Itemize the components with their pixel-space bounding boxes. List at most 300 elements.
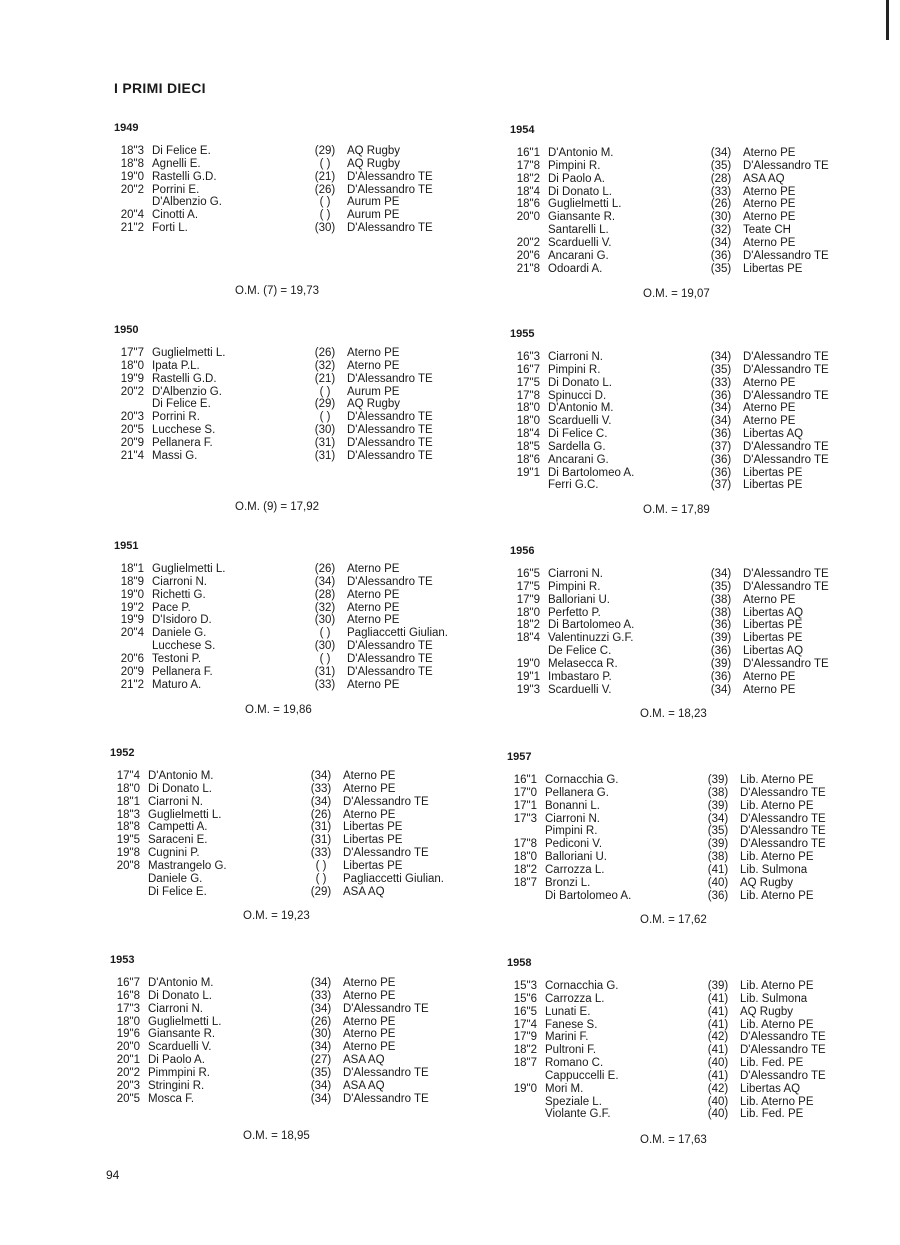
athlete-name: Di Felice E. — [148, 885, 207, 898]
result-row — [507, 1019, 887, 1032]
result-row — [114, 184, 494, 197]
year-block — [510, 124, 890, 275]
club-name: D'Alessandro TE — [343, 795, 429, 808]
result-row — [110, 1016, 490, 1029]
result-row — [114, 347, 494, 360]
birth-year: ( ) — [315, 872, 327, 885]
page-title: I PRIMI DIECI — [114, 80, 206, 96]
athlete-name: Scarduelli V. — [548, 683, 612, 696]
result-row — [114, 386, 494, 399]
athlete-name: Campetti A. — [148, 821, 208, 834]
result-row — [510, 224, 890, 237]
club-name: Aterno PE — [343, 1028, 396, 1041]
athlete-name: Mastrangelo G. — [148, 859, 227, 872]
birth-year: (41) — [707, 863, 729, 876]
club-name: Libertas AQ — [743, 645, 804, 658]
result-row — [114, 171, 494, 184]
result-time: 20"5 — [120, 424, 144, 437]
result-row — [110, 770, 490, 783]
club-name: D'Alessandro TE — [347, 449, 433, 462]
club-name: Libertas PE — [343, 859, 403, 872]
result-row — [114, 411, 494, 424]
birth-year: (41) — [707, 992, 729, 1005]
result-row — [510, 467, 890, 480]
athlete-name: Speziale L. — [545, 1095, 602, 1108]
athlete-name: D'Isidoro D. — [152, 614, 212, 627]
result-time: 18"2 — [513, 863, 537, 876]
athlete-name: Scarduelli V. — [548, 236, 612, 249]
birth-year: (34) — [310, 1002, 332, 1015]
result-row — [110, 834, 490, 847]
athlete-name: Guglielmetti L. — [152, 563, 226, 575]
result-row — [110, 886, 490, 899]
result-row — [114, 640, 494, 653]
result-row — [110, 873, 490, 886]
athlete-name: Di Paolo A. — [548, 172, 605, 185]
club-name: Lib. Aterno PE — [740, 889, 814, 902]
athlete-name: Imbastaro P. — [548, 670, 612, 683]
birth-year: (36) — [710, 645, 732, 658]
club-name: Aterno PE — [343, 770, 396, 782]
result-time: 18"9 — [120, 575, 144, 588]
birth-year: (27) — [310, 1054, 332, 1067]
athlete-name: Massi G. — [152, 449, 198, 462]
birth-year: (31) — [314, 449, 336, 462]
result-row — [110, 1028, 490, 1041]
result-row — [114, 424, 494, 437]
result-time: 18"8 — [120, 157, 144, 170]
club-name: Teate CH — [743, 224, 791, 237]
result-row — [507, 838, 887, 851]
result-row — [507, 1044, 887, 1057]
athlete-name: Scarduelli V. — [548, 415, 612, 428]
birth-year: (31) — [314, 665, 336, 678]
athlete-name: Daniele G. — [152, 627, 207, 640]
result-time: 18"1 — [120, 563, 144, 575]
result-row — [510, 147, 890, 160]
birth-year: (41) — [707, 1018, 729, 1031]
result-time: 19"0 — [120, 170, 144, 183]
result-row — [507, 1031, 887, 1044]
athlete-name: Cappuccelli E. — [545, 1069, 619, 1082]
average-line: O.M. = 18,23 — [640, 708, 707, 720]
year-heading: 1958 — [507, 957, 532, 969]
athlete-name: Bronzi L. — [545, 876, 591, 889]
athlete-name: Violante G.F. — [545, 1108, 611, 1121]
club-name: D'Alessandro TE — [347, 665, 433, 678]
result-time: 20"0 — [516, 211, 540, 224]
result-time: 19"6 — [116, 1028, 140, 1041]
athlete-name: Ipata P.L. — [152, 359, 200, 372]
result-row — [510, 160, 890, 173]
result-time: 20"5 — [116, 1092, 140, 1105]
birth-year: (36) — [710, 619, 732, 632]
club-name: Aterno PE — [347, 678, 400, 691]
athlete-name: Forti L. — [152, 222, 188, 235]
athlete-name: Mori M. — [545, 1082, 584, 1095]
result-row — [114, 450, 494, 463]
club-name: Lib. Fed. PE — [740, 1057, 804, 1070]
club-name: D'Alessandro TE — [743, 453, 829, 466]
club-name: D'Alessandro TE — [743, 580, 829, 593]
result-row — [110, 1080, 490, 1093]
result-time: 20"2 — [116, 1066, 140, 1079]
result-time: 18"1 — [116, 795, 140, 808]
birth-year: (34) — [310, 770, 332, 782]
result-row — [110, 796, 490, 809]
birth-year: (34) — [310, 1041, 332, 1054]
club-name: Lib. Aterno PE — [740, 851, 814, 864]
result-time: 18"2 — [516, 619, 540, 632]
result-row — [507, 825, 887, 838]
result-time: 18"6 — [516, 453, 540, 466]
athlete-name: Di Bartolomeo A. — [548, 619, 635, 632]
result-time: 16"7 — [116, 977, 140, 989]
result-row — [507, 1108, 887, 1121]
average-line: O.M. = 17,89 — [643, 504, 710, 516]
result-time: 19"1 — [516, 466, 540, 479]
club-name: Aterno PE — [743, 670, 796, 683]
athlete-name: Di Bartolomeo A. — [545, 889, 632, 902]
result-row — [114, 589, 494, 602]
birth-year: (37) — [710, 440, 732, 453]
club-name: D'Alessandro TE — [347, 652, 433, 665]
result-time: 20"3 — [116, 1079, 140, 1092]
result-time: 18"2 — [513, 1044, 537, 1057]
result-time: 19"9 — [120, 614, 144, 627]
result-row — [507, 813, 887, 826]
birth-year: (39) — [710, 632, 732, 645]
club-name: Libertas PE — [743, 479, 803, 492]
birth-year: (26) — [310, 808, 332, 821]
birth-year: ( ) — [319, 411, 331, 424]
result-row — [510, 198, 890, 211]
year-heading: 1949 — [114, 122, 139, 134]
birth-year: (21) — [314, 372, 336, 385]
club-name: D'Alessandro TE — [740, 825, 826, 838]
athlete-name: Lucchese S. — [152, 640, 216, 653]
birth-year: (26) — [710, 198, 732, 211]
result-time: 15"6 — [513, 992, 537, 1005]
athlete-name: Saraceni E. — [148, 834, 208, 847]
club-name: Aterno PE — [743, 185, 796, 198]
result-row — [507, 980, 887, 993]
club-name: Aterno PE — [743, 236, 796, 249]
result-row — [510, 568, 890, 581]
athlete-name: Guglielmetti L. — [152, 347, 226, 359]
result-row — [114, 222, 494, 235]
club-name: Aterno PE — [743, 376, 796, 389]
athlete-name: Lunati E. — [545, 1005, 591, 1018]
birth-year: (39) — [710, 657, 732, 670]
result-row — [507, 851, 887, 864]
birth-year: (39) — [707, 774, 729, 786]
athlete-name: Romano C. — [545, 1057, 604, 1070]
result-time: 20"1 — [116, 1054, 140, 1067]
athlete-name: Di Donato L. — [548, 376, 612, 389]
athlete-name: Di Felice E. — [152, 145, 211, 157]
club-name: ASA AQ — [743, 172, 785, 185]
athlete-name: Di Felice C. — [548, 428, 608, 441]
athlete-name: Pellanera F. — [152, 436, 213, 449]
result-time: 18"4 — [516, 428, 540, 441]
result-time: 18"7 — [513, 1057, 537, 1070]
result-row — [507, 800, 887, 813]
birth-year: (26) — [314, 183, 336, 196]
result-time: 19"0 — [513, 1082, 537, 1095]
club-name: Aterno PE — [343, 1015, 396, 1028]
birth-year: (34) — [310, 977, 332, 989]
birth-year: (32) — [314, 359, 336, 372]
athlete-name: Balloriani U. — [548, 593, 610, 606]
result-time: 17"9 — [516, 593, 540, 606]
athlete-name: Pimpini R. — [548, 363, 601, 376]
result-time: 19"0 — [516, 657, 540, 670]
athlete-name: Sardella G. — [548, 440, 606, 453]
club-name: Lib. Sulmona — [740, 863, 808, 876]
result-row — [114, 437, 494, 450]
result-time: 17"4 — [116, 770, 140, 782]
year-heading: 1954 — [510, 124, 535, 136]
athlete-name: Marini F. — [545, 1031, 589, 1044]
club-name: AQ Rugby — [347, 157, 401, 170]
result-time: 21"8 — [516, 262, 540, 275]
result-row — [510, 658, 890, 671]
club-name: Lib. Aterno PE — [740, 1095, 814, 1108]
result-row — [114, 145, 494, 158]
result-time: 17"5 — [516, 580, 540, 593]
birth-year: (34) — [710, 415, 732, 428]
birth-year: (29) — [310, 885, 332, 898]
birth-year: (30) — [314, 614, 336, 627]
result-row — [507, 993, 887, 1006]
athlete-name: Di Donato L. — [148, 989, 212, 1002]
result-time: 18"7 — [513, 876, 537, 889]
birth-year: (41) — [707, 1005, 729, 1018]
year-block — [110, 954, 490, 1105]
athlete-name: Richetti G. — [152, 588, 206, 601]
athlete-name: Di Paolo A. — [148, 1054, 205, 1067]
birth-year: (34) — [710, 402, 732, 415]
result-row — [507, 1083, 887, 1096]
result-time: 18"3 — [120, 145, 144, 157]
birth-year: (34) — [310, 1092, 332, 1105]
club-name: Aterno PE — [347, 563, 400, 575]
birth-year: (36) — [707, 889, 729, 902]
club-name: D'Alessandro TE — [743, 159, 829, 172]
athlete-name: Odoardi A. — [548, 262, 603, 275]
birth-year: (26) — [314, 347, 336, 359]
birth-year: (29) — [314, 398, 336, 411]
birth-year: (34) — [710, 683, 732, 696]
birth-year: (35) — [310, 1066, 332, 1079]
birth-year: (29) — [314, 145, 336, 157]
result-row — [510, 263, 890, 276]
athlete-name: D'Antonio M. — [548, 147, 614, 159]
club-name: Libertas PE — [343, 821, 403, 834]
result-time: 18"0 — [516, 402, 540, 415]
result-row — [510, 581, 890, 594]
result-row — [510, 619, 890, 632]
result-time: 18"2 — [516, 172, 540, 185]
result-time: 16"1 — [513, 774, 537, 786]
athlete-name: Scarduelli V. — [148, 1041, 212, 1054]
result-time: 18"0 — [516, 415, 540, 428]
birth-year: ( ) — [319, 385, 331, 398]
birth-year: (21) — [314, 170, 336, 183]
result-row — [510, 173, 890, 186]
club-name: D'Alessandro TE — [347, 436, 433, 449]
club-name: Aterno PE — [743, 198, 796, 211]
result-row — [510, 454, 890, 467]
birth-year: (28) — [314, 588, 336, 601]
club-name: Aterno PE — [743, 211, 796, 224]
athlete-name: Ancarani G. — [548, 249, 609, 262]
athlete-name: D'Albenzio G. — [152, 196, 222, 209]
club-name: Aurum PE — [347, 196, 400, 209]
result-time: 19"2 — [120, 601, 144, 614]
result-row — [507, 774, 887, 787]
birth-year: (35) — [710, 580, 732, 593]
result-time: 18"0 — [116, 1015, 140, 1028]
club-name: D'Alessandro TE — [740, 838, 826, 851]
result-row — [510, 441, 890, 454]
result-row — [114, 360, 494, 373]
result-time: 20"2 — [120, 385, 144, 398]
result-time: 17"7 — [120, 347, 144, 359]
athlete-name: Ciarroni N. — [545, 812, 600, 825]
club-name: D'Alessandro TE — [740, 812, 826, 825]
club-name: Aterno PE — [343, 989, 396, 1002]
athlete-name: Pimpini R. — [548, 159, 601, 172]
average-line: O.M. (9) = 17,92 — [235, 501, 320, 513]
result-row — [110, 1003, 490, 1016]
athlete-name: Daniele G. — [148, 872, 203, 885]
average-line: O.M. = 19,86 — [245, 704, 312, 716]
result-time: 16"7 — [516, 363, 540, 376]
athlete-name: Ciarroni N. — [148, 795, 203, 808]
result-row — [507, 890, 887, 903]
birth-year: (38) — [710, 593, 732, 606]
result-row — [114, 576, 494, 589]
birth-year: (34) — [310, 1079, 332, 1092]
club-name: Libertas AQ — [740, 1082, 801, 1095]
birth-year: (28) — [710, 172, 732, 185]
birth-year: (36) — [710, 453, 732, 466]
birth-year: (35) — [710, 262, 732, 275]
club-name: D'Alessandro TE — [743, 389, 829, 402]
birth-year: (35) — [710, 159, 732, 172]
athlete-name: Di Felice E. — [152, 398, 211, 411]
result-row — [510, 428, 890, 441]
birth-year: (26) — [310, 1015, 332, 1028]
club-name: D'Alessandro TE — [343, 1092, 429, 1105]
birth-year: (30) — [314, 424, 336, 437]
result-time: 21"4 — [120, 449, 144, 462]
birth-year: (34) — [710, 351, 732, 363]
birth-year: (40) — [707, 876, 729, 889]
result-time: 17"8 — [516, 389, 540, 402]
athlete-name: Pellanera G. — [545, 786, 609, 799]
result-time: 20"9 — [120, 665, 144, 678]
club-name: D'Alessandro TE — [743, 363, 829, 376]
birth-year: (33) — [310, 989, 332, 1002]
result-row — [114, 158, 494, 171]
average-line: O.M. = 19,23 — [243, 910, 310, 922]
club-name: D'Alessandro TE — [347, 372, 433, 385]
birth-year: (33) — [314, 678, 336, 691]
result-row — [510, 402, 890, 415]
birth-year: (36) — [710, 249, 732, 262]
club-name: D'Alessandro TE — [743, 568, 829, 580]
birth-year: (31) — [310, 821, 332, 834]
result-row — [110, 1041, 490, 1054]
club-name: Libertas AQ — [743, 428, 804, 441]
year-block — [110, 747, 490, 898]
athlete-name: D'Antonio M. — [148, 770, 214, 782]
result-time: 18"8 — [116, 821, 140, 834]
athlete-name: D'Albenzio G. — [152, 385, 222, 398]
club-name: D'Alessandro TE — [740, 1031, 826, 1044]
result-time: 18"0 — [116, 782, 140, 795]
result-row — [114, 209, 494, 222]
athlete-name: Cinotti A. — [152, 209, 199, 222]
club-name: Lib. Fed. PE — [740, 1108, 804, 1121]
club-name: AQ Rugby — [740, 876, 794, 889]
club-name: Lib. Sulmona — [740, 992, 808, 1005]
result-time: 18"0 — [120, 359, 144, 372]
birth-year: (34) — [710, 568, 732, 580]
result-row — [110, 1067, 490, 1080]
club-name: Lib. Aterno PE — [740, 799, 814, 812]
result-time: 20"3 — [120, 411, 144, 424]
birth-year: (34) — [707, 812, 729, 825]
athlete-name: Rastelli G.D. — [152, 170, 217, 183]
result-row — [110, 977, 490, 990]
athlete-name: Cornacchia G. — [545, 774, 619, 786]
result-time: 19"3 — [516, 683, 540, 696]
birth-year: (34) — [710, 236, 732, 249]
result-row — [507, 787, 887, 800]
result-row — [510, 250, 890, 263]
athlete-name: Di Donato L. — [548, 185, 612, 198]
club-name: Libertas AQ — [743, 606, 804, 619]
club-name: D'Alessandro TE — [743, 657, 829, 670]
birth-year: ( ) — [319, 157, 331, 170]
athlete-name: Giansante R. — [548, 211, 616, 224]
birth-year: ( ) — [319, 196, 331, 209]
result-row — [510, 237, 890, 250]
year-block — [510, 328, 890, 492]
athlete-name: Di Bartolomeo A. — [548, 466, 635, 479]
club-name: D'Alessandro TE — [740, 786, 826, 799]
year-heading: 1955 — [510, 328, 535, 340]
athlete-name: Guglielmetti L. — [548, 198, 622, 211]
club-name: Libertas PE — [743, 632, 803, 645]
club-name: D'Alessandro TE — [743, 440, 829, 453]
athlete-name: Pace P. — [152, 601, 191, 614]
birth-year: (39) — [707, 799, 729, 812]
result-row — [507, 877, 887, 890]
club-name: AQ Rugby — [347, 398, 401, 411]
result-time: 19"0 — [120, 588, 144, 601]
athlete-name: Guglielmetti L. — [148, 1015, 222, 1028]
result-row — [114, 666, 494, 679]
result-row — [110, 1093, 490, 1106]
athlete-name: Pimpini R. — [545, 825, 598, 838]
athlete-name: Giansante R. — [148, 1028, 216, 1041]
birth-year: (30) — [314, 640, 336, 653]
